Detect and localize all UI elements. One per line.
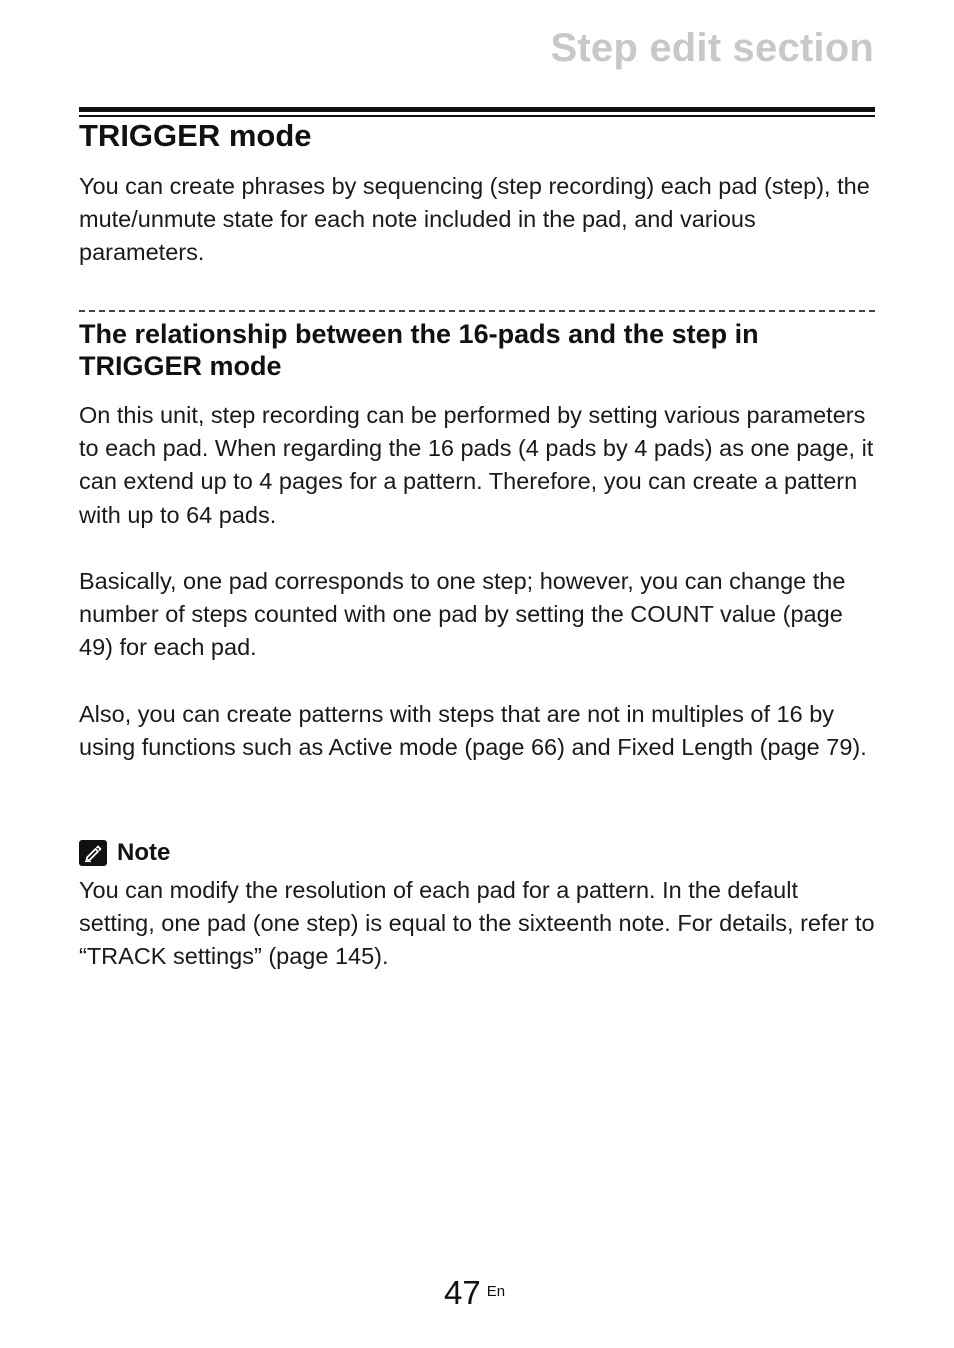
header-rule-thin — [79, 115, 875, 117]
paragraph-step-recording: On this unit, step recording can be performed by setting various parameters to each pad. When regarding the 16 pads (4 pads by 4 pads) as one page, it can extend up to 4 pages for a pattern. Therefore, you can create a pattern with up to 64 pads. — [79, 402, 874, 528]
page-language: En — [486, 1283, 506, 1300]
pencil-note-icon — [79, 840, 107, 866]
subsection-title: The relationship between the 16-pads and the step in TRIGGER mode — [79, 319, 759, 381]
note-text: You can modify the resolution of each pad for a pattern. In the default setting, one pad (one step) is equal to the sixteenth note. For details, refer to “TRACK settings” (page 145). — [79, 877, 875, 970]
page-number: 47 — [444, 1274, 481, 1311]
page-footer — [444, 1274, 505, 1312]
paragraph-active-mode: Also, you can create patterns with steps that are not in multiples of 16 by using functions such as Active mode (page 66) and Fixed Length (page 79). — [79, 701, 867, 761]
paragraph-count-value: Basically, one pad corresponds to one step; however, you can change the number of steps counted with one pad by setting the COUNT value (page 49) for each pad. — [79, 568, 846, 661]
page-section-header: Step edit section — [550, 26, 874, 70]
header-rule-thick — [79, 107, 875, 112]
note-header — [79, 838, 170, 868]
note-label: Note — [117, 839, 171, 866]
section-title: TRIGGER mode — [79, 118, 312, 153]
dashed-divider — [79, 310, 875, 312]
section-intro: You can create phrases by sequencing (step recording) each pad (step), the mute/unmute state for each note included in the pad, and various parameters. — [79, 173, 870, 266]
